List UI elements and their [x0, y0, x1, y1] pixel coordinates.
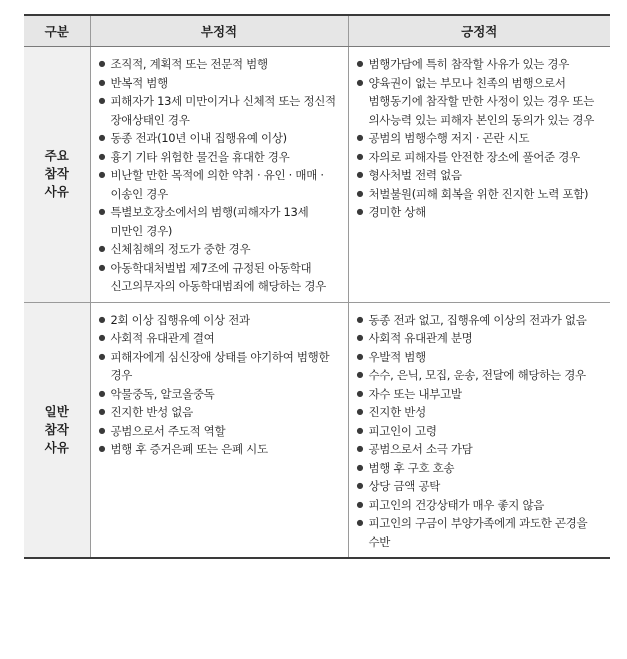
list-item: ● 피고인의 건강상태가 매우 좋지 않음 [357, 496, 603, 515]
list-item: ● 자의로 피해자를 안전한 장소에 풀어준 경우 [357, 148, 603, 167]
category-label-line: 일반 [44, 403, 69, 419]
list-item: ● 공범의 범행수행 저지 · 곤란 시도 [357, 129, 603, 148]
list-item: ● 아동학대처벌법 제7조에 규정된 아동학대 신고의무자의 아동학대범죄에 해당하는 경우 [99, 259, 340, 296]
list-item: ● 피해자에게 심신장애 상태를 야기하여 범행한 경우 [99, 348, 340, 385]
list-item: ● 우발적 범행 [357, 348, 603, 367]
table-row [24, 47, 610, 303]
positive-factors-cell [348, 302, 610, 558]
negative-factors-list [99, 311, 340, 459]
list-item: ● 경미한 상해 [357, 203, 603, 222]
positive-factors-list [357, 311, 603, 552]
list-item: ● 동종 전과 없고, 집행유예 이상의 전과가 없음 [357, 311, 603, 330]
list-item: ● 진지한 반성 없음 [99, 403, 340, 422]
sentencing-factors-table [24, 14, 610, 559]
list-item: ● 반복적 범행 [99, 74, 340, 93]
category-label-line: 사유 [44, 184, 69, 200]
list-item: ● 상당 금액 공탁 [357, 477, 603, 496]
list-item: ● 범행 후 구호 호송 [357, 459, 603, 478]
list-item: ● 사회적 유대관계 분명 [357, 329, 603, 348]
header-negative: 부정적 [90, 15, 348, 47]
list-item: ● 조직적, 계획적 또는 전문적 범행 [99, 55, 340, 74]
list-item: ● 처벌불원(피해 회복을 위한 진지한 노력 포함) [357, 185, 603, 204]
list-item: ● 신체침해의 정도가 중한 경우 [99, 240, 340, 259]
header-positive: 긍정적 [348, 15, 610, 47]
negative-factors-list [99, 55, 340, 296]
positive-factors-list [357, 55, 603, 222]
category-label-line: 참작 [44, 421, 69, 437]
category-label-line: 참작 [44, 166, 69, 182]
category-label-line: 사유 [44, 439, 69, 455]
table-header-row [24, 15, 610, 47]
list-item: ● 동종 전과(10년 이내 집행유예 이상) [99, 129, 340, 148]
list-item: ● 사회적 유대관계 결여 [99, 329, 340, 348]
list-item: ● 범행가담에 특히 참작할 사유가 있는 경우 [357, 55, 603, 74]
list-item: ● 공범으로서 소극 가담 [357, 440, 603, 459]
list-item: ● 흉기 기타 위험한 물건을 휴대한 경우 [99, 148, 340, 167]
category-label-line: 주요 [44, 148, 69, 164]
list-item: ● 공범으로서 주도적 역할 [99, 422, 340, 441]
list-item: ● 악물중독, 알코올중독 [99, 385, 340, 404]
list-item: ● 진지한 반성 [357, 403, 603, 422]
negative-factors-cell [90, 302, 348, 558]
list-item: ● 피해자가 13세 미만이거나 신체적 또는 정신적 장애상태인 경우 [99, 92, 340, 129]
list-item: ● 2회 이상 집행유예 이상 전과 [99, 311, 340, 330]
category-cell [24, 47, 90, 303]
table-body [24, 47, 610, 559]
positive-factors-cell [348, 47, 610, 303]
table-row [24, 302, 610, 558]
list-item: ● 자수 또는 내부고발 [357, 385, 603, 404]
list-item: ● 피고인의 구금이 부양가족에게 과도한 곤경을 수반 [357, 514, 603, 551]
list-item: ● 형사처벌 전력 없음 [357, 166, 603, 185]
header-category: 구분 [24, 15, 90, 47]
negative-factors-cell [90, 47, 348, 303]
sentencing-factors-table-container [24, 14, 610, 559]
list-item: ● 비난할 만한 목적에 의한 약취 · 유인 · 매매 · 이송인 경우 [99, 166, 340, 203]
list-item: ● 특별보호장소에서의 범행(피해자가 13세 미만인 경우) [99, 203, 340, 240]
list-item: ● 양육권이 없는 부모나 친족의 범행으로서 범행동기에 참작할 만한 사정이 있는 경우 또는 의사능력 있는 피해자 본인의 동의가 있는 경우 [357, 74, 603, 130]
category-cell [24, 302, 90, 558]
list-item: ● 범행 후 증거은폐 또는 은폐 시도 [99, 440, 340, 459]
list-item: ● 수수, 은닉, 모집, 운송, 전달에 해당하는 경우 [357, 366, 603, 385]
list-item: ● 피고인이 고령 [357, 422, 603, 441]
